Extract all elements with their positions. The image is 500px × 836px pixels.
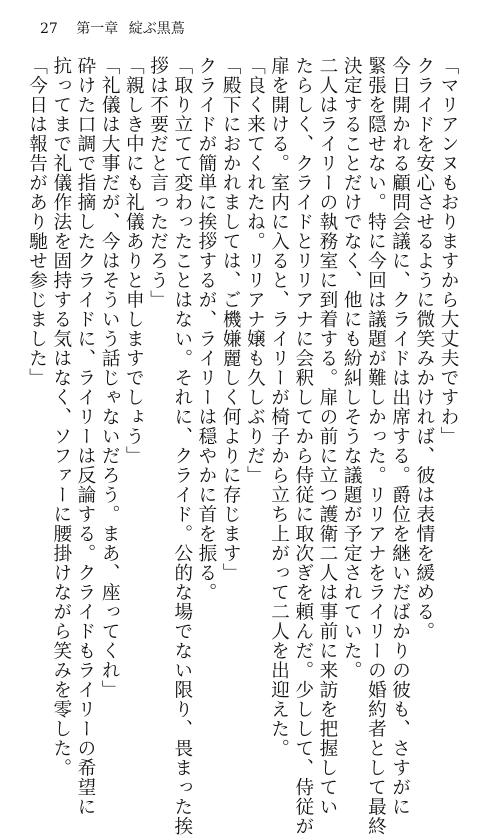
text-line: 「親しき中にも礼儀ありと申しますでしょう」 xyxy=(123,56,145,466)
text-line: クライドが簡単に挨拶するが、ライリーは穏やかに首を振る。 xyxy=(195,56,217,602)
text-line: 砕けた口調で指摘したクライドに、ライリーは反論する。クライドもライリーの希望に xyxy=(74,56,96,817)
text-line: 「マリアンヌもおりますから大丈夫ですわ」 xyxy=(438,56,459,446)
text-line: 「今日は報告があり馳せ参じました」 xyxy=(26,56,48,388)
text-line: 「良く来てくれたね。リリアナ嬢も久しぶりだ」 xyxy=(244,56,266,485)
chapter-title: 綻ぶ黒蔦 xyxy=(128,21,185,37)
text-line: クライドを安心させるように微笑みかければ、彼は表情を緩める。 xyxy=(413,56,435,641)
text-line: 抗ってまで礼儀作法を固持する気はなく、ソファーに腰掛けながら笑みを零した。 xyxy=(50,56,72,778)
text-line: 決定することだけでなく、他にも紛糾しそうな議題が予定されていた。 xyxy=(341,56,363,680)
text-line: 二人はライリーの執務室に到着する。扉の前に立つ護衛二人は事前に来訪を把握してい xyxy=(316,56,338,817)
text-line: 拶は不要だと言っただろう」 xyxy=(147,56,169,310)
text-line: 緊張を隠せない。特に今回は議題が難しかった。リリアナをライリーの婚約者として最終 xyxy=(365,56,387,836)
text-line: たらしく、クライドとリリアナに会釈してから侍従に取次ぎを頼んだ。少しして、侍従が xyxy=(292,56,314,836)
running-header xyxy=(40,18,185,40)
vertical-body-text xyxy=(26,56,460,836)
text-line: 「取り立てて変わったことはない。それに、クライド。公的な場でない限り、畏まった挨 xyxy=(171,56,193,836)
text-line: 「殿下におかれましては、ご機嫌麗しく何よりに存じます」 xyxy=(220,56,242,583)
text-line: 「礼儀は大事だが、今はそういう話じゃないだろう。まあ、座ってくれ」 xyxy=(99,56,121,700)
page-number: 27 xyxy=(40,21,58,37)
text-line: 今日開かれる顧問会議に、クライドは出席する。爵位を継いだばかりの彼も、さすがに xyxy=(389,56,411,817)
chapter-label: 第一章 xyxy=(76,21,119,37)
text-line: 扉を開ける。室内に入ると、ライリーが椅子から立ち上がって二人を出迎えた。 xyxy=(268,56,290,758)
